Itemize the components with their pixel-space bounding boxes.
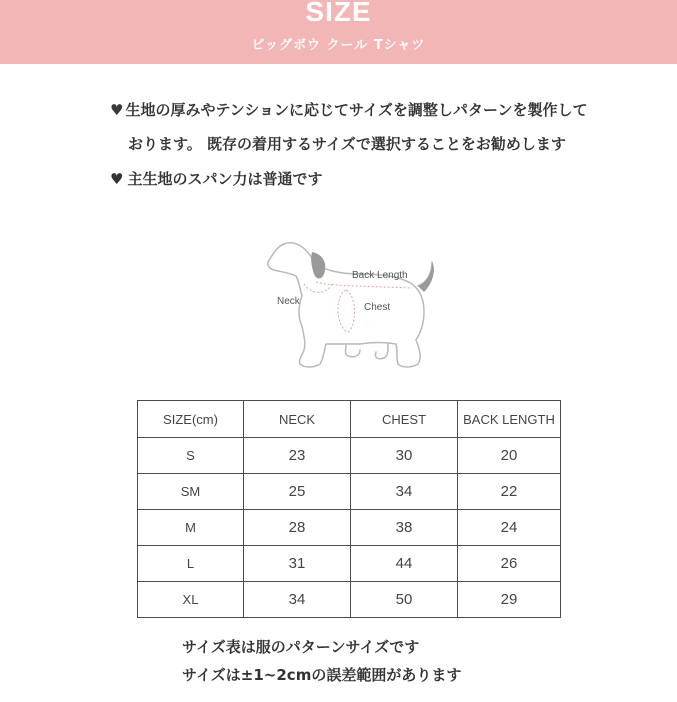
size-table	[137, 400, 561, 618]
table-row	[138, 582, 561, 618]
size-cell: L	[138, 546, 244, 582]
note-text-3: 主生地のスパン力は普通です	[127, 170, 323, 188]
product-name: ビッグボウ クール Tシャツ	[251, 38, 426, 53]
neck-label: Neck	[277, 296, 300, 307]
back-length-cell: 22	[458, 474, 561, 510]
size-cell: S	[138, 438, 244, 474]
back-length-cell: 24	[458, 510, 561, 546]
size-cell: SM	[138, 474, 244, 510]
column-header: BACK LENGTH	[458, 401, 561, 438]
table-row	[138, 510, 561, 546]
chest-label: Chest	[364, 302, 391, 313]
table-row	[138, 438, 561, 474]
footer-note-2: サイズは±1~2cmの誤差範囲があります	[182, 666, 462, 684]
note-line-1	[110, 99, 588, 120]
back-length-cell: 26	[458, 546, 561, 582]
heart-icon: ♥	[110, 170, 124, 188]
neck-cell: 25	[244, 474, 351, 510]
heart-icon: ♥	[110, 101, 124, 119]
size-cell: XL	[138, 582, 244, 618]
note-line-2	[128, 133, 566, 154]
neck-cell: 23	[244, 438, 351, 474]
chest-cell: 50	[351, 582, 458, 618]
neck-cell: 34	[244, 582, 351, 618]
chest-cell: 34	[351, 474, 458, 510]
table-row	[138, 546, 561, 582]
column-header: SIZE(cm)	[138, 401, 244, 438]
table-row	[138, 474, 561, 510]
back-length-cell: 29	[458, 582, 561, 618]
column-header: NECK	[244, 401, 351, 438]
table-header-row	[138, 401, 561, 438]
note-text-1: 生地の厚みやテンションに応じてサイズを調整しパターンを製作して	[125, 101, 588, 119]
chest-cell: 30	[351, 438, 458, 474]
dog-measurement-diagram	[260, 232, 440, 377]
header-banner	[0, 0, 677, 64]
neck-cell: 31	[244, 546, 351, 582]
size-cell: M	[138, 510, 244, 546]
back-length-cell: 20	[458, 438, 561, 474]
column-header: CHEST	[351, 401, 458, 438]
footer-note-1: サイズ表は服のパターンサイズです	[182, 638, 420, 656]
note-line-3	[110, 168, 322, 189]
back-length-label: Back Length	[352, 270, 408, 281]
note-text-2: おります。 既存の着用するサイズで選択することをお勧めします	[128, 135, 566, 153]
chest-cell: 44	[351, 546, 458, 582]
chest-cell: 38	[351, 510, 458, 546]
neck-cell: 28	[244, 510, 351, 546]
page-title: SIZE	[305, 0, 372, 27]
